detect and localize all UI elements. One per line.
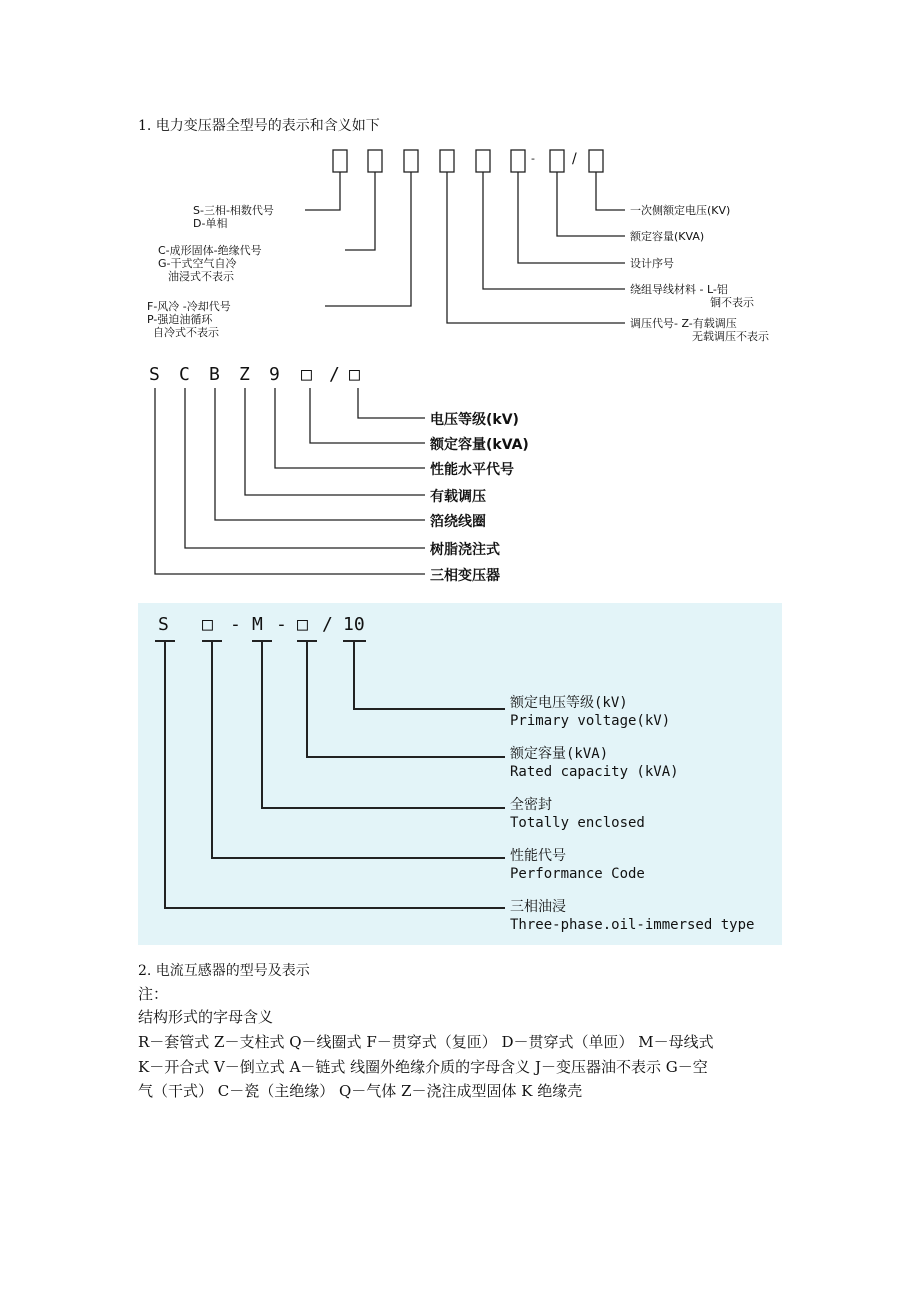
primary-voltage-label: 一次侧额定电压(KV) [630, 204, 731, 217]
label-resin-cast: 树脂浇注式 [430, 542, 500, 558]
code3-dash1: - [230, 614, 241, 635]
code-box1: □ [301, 364, 312, 385]
code3-S: S [158, 614, 169, 635]
code-slash: / [329, 364, 340, 385]
section2-heading: 2. 电流互感器的型号及表示 [138, 963, 310, 979]
code-9: 9 [269, 364, 280, 385]
label3-performance: 性能代号 Performance Code [510, 848, 645, 882]
capacity-label: 额定容量(KVA) [630, 230, 705, 243]
code-S: S [149, 364, 160, 385]
code-box2: □ [349, 364, 360, 385]
label-performance: 性能水平代号 [430, 462, 514, 478]
label-foil-winding: 箔绕线圈 [430, 514, 486, 530]
section1-heading: 1. 电力变压器全型号的表示和含义如下 [138, 118, 380, 134]
tap-changer-label: 调压代号- Z-有载调压 无载调压不表示 [630, 317, 769, 343]
legend-line-3: 气（干式） C－瓷（主绝缘） Q－气体 Z－浇注成型固体 K 绝缘壳 [138, 1082, 583, 1100]
insulation-label: C-成形固体-绝缘代号 G-干式空气自冷 油浸式不表示 [158, 244, 262, 283]
code3-M: M [252, 614, 263, 635]
code3-box1: □ [202, 614, 213, 635]
code3-slash: / [322, 614, 333, 635]
cooling-label: F-风冷 -冷却代号 P-强迫油循环 自冷式不表示 [147, 300, 231, 339]
code-Z: Z [239, 364, 250, 385]
label3-enclosed: 全密封 Totally enclosed [510, 797, 645, 831]
label-capacity: 额定容量(kVA) [430, 437, 529, 453]
label3-capacity: 额定容量(kVA) Rated capacity (kVA) [510, 746, 679, 780]
label3-voltage: 额定电压等级(kV) Primary voltage(kV) [510, 695, 671, 729]
label-onload-tap: 有载调压 [430, 489, 486, 505]
legend-line-1: R－套管式 Z－支柱式 Q－线圈式 F－贯穿式（复匝） D－贯穿式（单匝） M－母线式 [138, 1033, 714, 1051]
separator-slash: / [572, 151, 577, 167]
code-B: B [209, 364, 220, 385]
separator-dash: - [531, 152, 535, 165]
code3-box2: □ [297, 614, 308, 635]
note-label: 注： [138, 985, 169, 1003]
code3-dash2: - [276, 614, 287, 635]
phase-label: S-三相-相数代号 D-单相 [193, 204, 274, 230]
structure-subheading: 结构形式的字母含义 [138, 1008, 274, 1026]
design-serial-label: 设计序号 [630, 257, 674, 270]
label3-oil-immersed: 三相油浸 Three-phase.oil-immersed type [510, 899, 755, 933]
label-three-phase: 三相变压器 [430, 568, 500, 584]
label-voltage: 电压等级(kV) [430, 412, 519, 428]
code-C: C [179, 364, 190, 385]
winding-material-label: 绕组导线材料 - L-铝 铜不表示 [630, 283, 754, 309]
code3-10: 10 [343, 614, 365, 635]
legend-line-2: K－开合式 V－倒立式 A－链式 线圈外绝缘介质的字母含义 J－变压器油不表示 G－空 [138, 1058, 708, 1076]
